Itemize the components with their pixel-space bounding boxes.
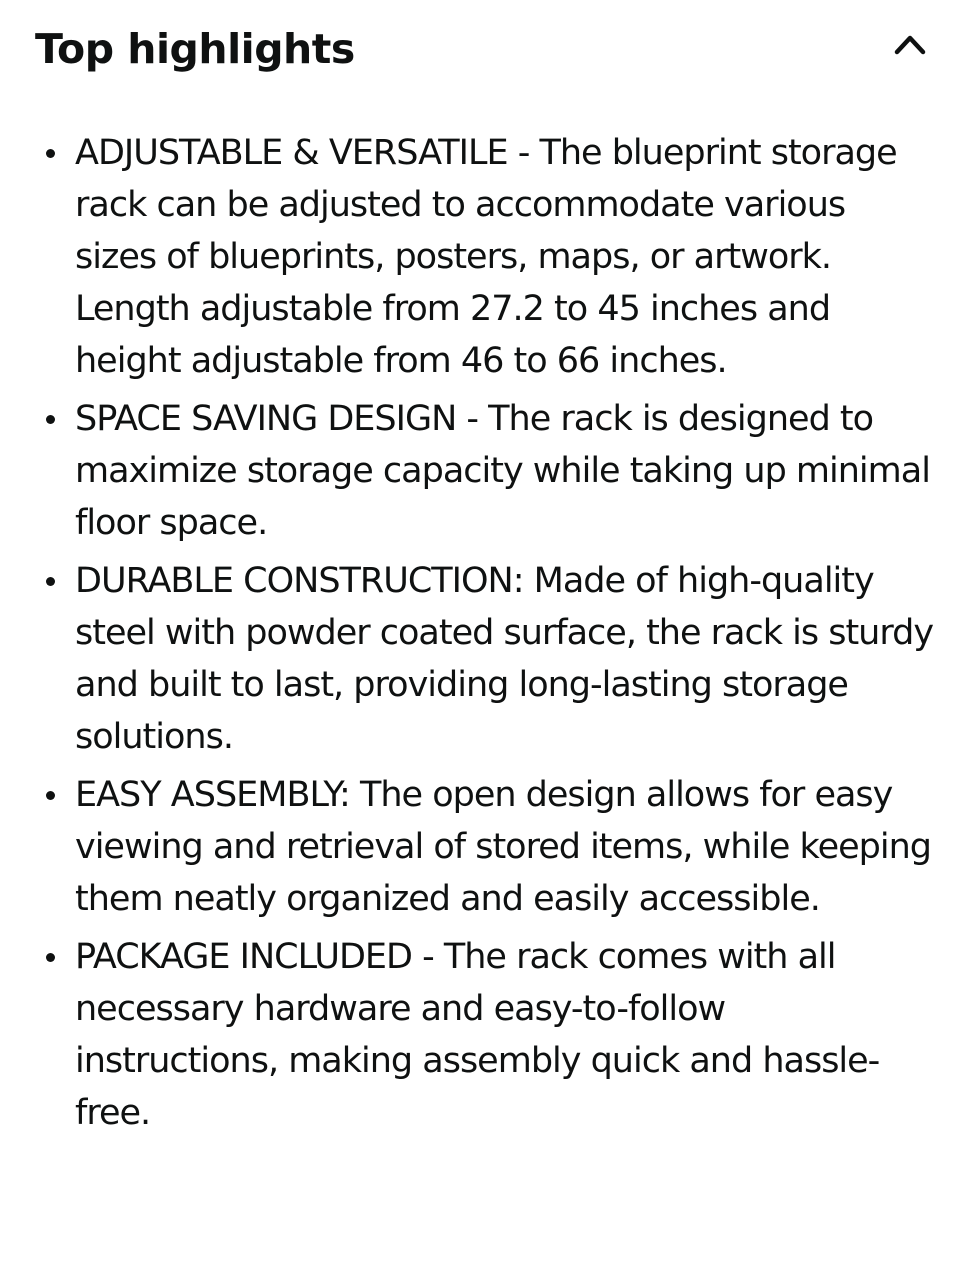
bullet-dot [46, 577, 55, 586]
list-item [0, 769, 955, 925]
highlight-text: SPACE SAVING DESIGN - The rack is designed to maximize storage capacity while taking up minimal floor space. [75, 399, 930, 543]
highlight-text: PACKAGE INCLUDED - The rack comes with all necessary hardware and easy-to-follow instructions, making assembly quick and hassle-free. [75, 937, 880, 1133]
collapse-toggle-button[interactable] [885, 22, 935, 66]
highlight-text: DURABLE CONSTRUCTION: Made of high-quality steel with powder coated surface, the rack is sturdy and built to last, providing long-lasting storage solutions. [75, 561, 934, 757]
highlight-text: ADJUSTABLE & VERSATILE - The blueprint storage rack can be adjusted to accommodate various sizes of blueprints, posters, maps, or artwork. Length adjustable from 27.2 to 45 inches and height adjustable from 46 to 66 inches. [75, 133, 897, 381]
highlights-header[interactable] [0, 0, 955, 100]
list-item [0, 555, 955, 763]
bullet-dot [46, 149, 55, 158]
list-item [0, 931, 955, 1139]
section-title: Top highlights [35, 25, 355, 73]
bullet-dot [46, 415, 55, 424]
chevron-up-icon [885, 22, 935, 66]
bullet-dot [46, 791, 55, 800]
list-item [0, 393, 955, 549]
bullet-dot [46, 953, 55, 962]
highlights-list [0, 127, 955, 1145]
list-item [0, 127, 955, 387]
highlight-text: EASY ASSEMBLY: The open design allows for easy viewing and retrieval of stored items, while keeping them neatly organized and easily accessible. [75, 775, 931, 919]
